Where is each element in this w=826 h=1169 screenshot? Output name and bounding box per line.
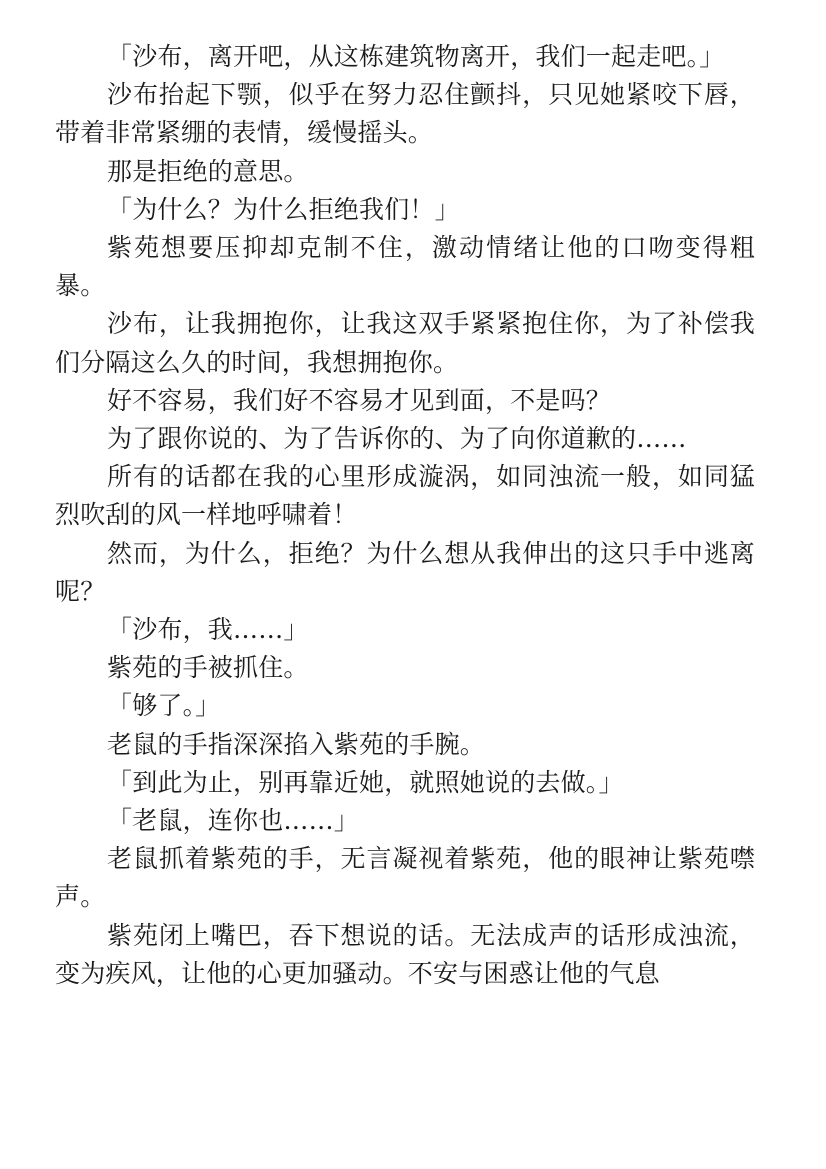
paragraph-11: 「沙布，我……」	[107, 615, 309, 645]
paragraph-2: 沙布抬起下颚，似乎在努力忍住颤抖，只见她紧咬下唇，带着非常紧绷的表情，缓慢摇头。	[55, 80, 755, 148]
paragraph-7: 好不容易，我们好不容易才见到面，不是吗？	[107, 385, 612, 415]
document-page	[55, 38, 755, 993]
paragraph-12: 紫苑的手被抓住。	[107, 653, 309, 683]
paragraph-15: 「到此为止，别再靠近她，就照她说的去做。」	[107, 767, 624, 797]
paragraph-6: 沙布，让我拥抱你，让我这双手紧紧抱住你，为了补偿我们分隔这么久的时间，我想拥抱你。	[55, 309, 755, 377]
paragraph-17: 老鼠抓着紫苑的手，无言凝视着紫苑，他的眼神让紫苑噤声。	[55, 844, 755, 912]
paragraph-9: 所有的话都在我的心里形成漩涡，如同浊流一般，如同猛烈吹刮的风一样地呼啸着！	[55, 462, 755, 530]
paragraph-5: 紫苑想要压抑却克制不住，激动情绪让他的口吻变得粗暴。	[55, 233, 755, 301]
paragraph-4: 「为什么？为什么拒绝我们！」	[107, 194, 460, 224]
paragraph-3: 那是拒绝的意思。	[107, 156, 309, 186]
paragraph-18: 紫苑闭上嘴巴，吞下想说的话。无法成声的话形成浊流，变为疾风，让他的心更加骚动。不安与困惑让他的气息	[55, 920, 755, 988]
paragraph-8: 为了跟你说的、为了告诉你的、为了向你道歉的……	[107, 424, 687, 454]
paragraph-1: 「沙布，离开吧，从这栋建筑物离开，我们一起走吧。」	[107, 42, 725, 71]
paragraph-14: 老鼠的手指深深掐入紫苑的手腕。	[107, 729, 486, 759]
paragraph-13: 「够了。」	[107, 691, 221, 721]
paragraph-10: 然而，为什么，拒绝？为什么想从我伸出的这只手中逃离呢？	[55, 538, 755, 606]
paragraph-16: 「老鼠，连你也……」	[107, 806, 360, 836]
